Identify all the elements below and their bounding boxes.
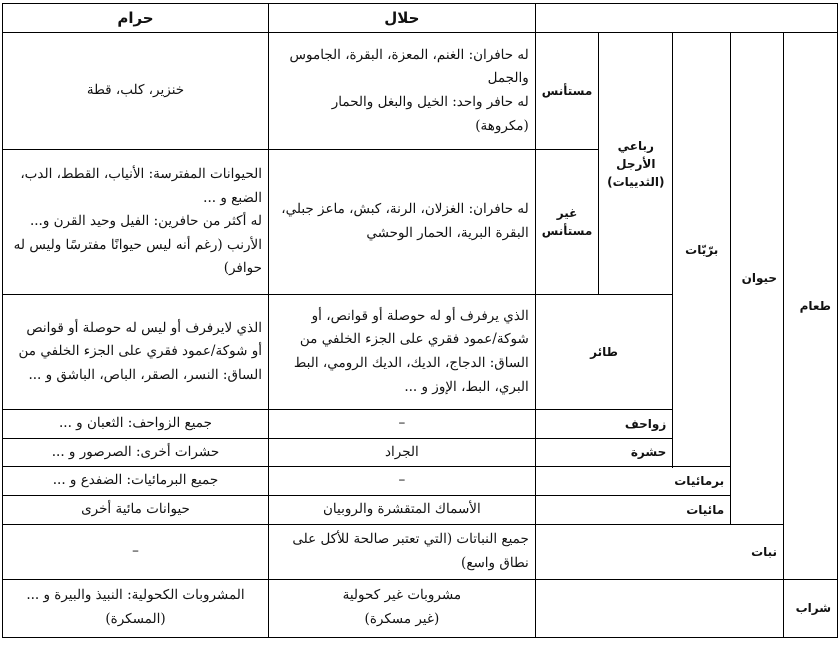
wild-halal-line-1: له حافران: الغزلان، الرنة، كبش، ماعز جبلي، <box>281 201 529 218</box>
category-plant: نبات <box>535 524 783 579</box>
aquatic-haram-cell: حيوانات مائية أخرى <box>3 495 269 524</box>
domestic-halal-line-1: له حافران: الغنم، المعزة، البقرة، الجاموس <box>289 46 529 63</box>
category-wild <box>535 150 599 295</box>
bird-haram-line-3: الساق: النسر، الصقر، الباص، الباشق و ... <box>28 366 262 383</box>
category-land: برّيّات <box>673 33 731 467</box>
reptile-haram-cell: جميع الزواحف: الثعبان و ... <box>3 410 269 439</box>
amphibian-haram-cell: جميع البرمائيات: الضفدع و ... <box>3 467 269 496</box>
row-plant <box>3 524 838 579</box>
row-drink <box>3 579 838 637</box>
drink-haram-cell <box>3 579 269 637</box>
bird-halal-cell <box>268 295 535 410</box>
category-bird: طائر <box>535 295 672 410</box>
wild-line-2: مستأنس <box>541 224 593 238</box>
wild-haram-cell <box>3 150 269 295</box>
domestic-halal-cell <box>268 33 535 150</box>
domestic-haram-cell: خنزير، كلب، قطة <box>3 33 269 150</box>
drink-haram-line-2: (المسكرة) <box>105 611 166 627</box>
drink-halal-line-1: مشروبات غير كحولية <box>342 587 462 604</box>
bird-halal-line-1: الذي يرفرف أو له حوصلة أو قوانص، أو <box>311 307 529 324</box>
quadruped-line-3: (الثدييات) <box>607 174 665 189</box>
plant-halal-cell <box>268 524 535 579</box>
domestic-halal-line-3: له حافر واحد: الخيل والبغل والحمار <box>331 94 529 110</box>
halal-haram-table <box>2 3 838 638</box>
bird-halal-line-4: البري، البط، الإوز و ... <box>404 378 529 395</box>
category-quadruped <box>599 33 673 295</box>
wild-halal-cell <box>268 150 535 295</box>
wild-haram-line-5: حوافر) <box>223 260 262 277</box>
category-reptile: زواحف <box>535 410 672 439</box>
drink-halal-line-2: (غير مسكرة) <box>364 611 440 627</box>
wild-halal-line-2: البقرة البرية، الحمار الوحشي <box>366 225 529 241</box>
bird-haram-line-1: الذي لايرفرف أو ليس له حوصلة أو قوانص <box>26 319 262 336</box>
header-row <box>3 4 838 33</box>
drink-haram-line-1: المشروبات الكحولية: النبيذ والبيرة و ... <box>26 587 245 604</box>
plant-halal-line-1: جميع النباتات (التي تعتبر صالحة للأكل على <box>292 530 529 547</box>
category-aquatic: مائيات <box>535 495 730 524</box>
header-haram: حرام <box>3 4 269 33</box>
header-halal: حلال <box>268 4 535 33</box>
quadruped-line-2: الأرجل <box>616 156 656 171</box>
row-amphibian <box>3 467 838 496</box>
row-domestic <box>3 33 838 150</box>
amphibian-halal-cell: – <box>268 467 535 496</box>
plant-haram-cell: – <box>3 524 269 579</box>
insect-haram-cell: حشرات أخرى: الصرصور و ... <box>3 438 269 467</box>
bird-haram-line-2: أو شوكة/عمود فقري على الجزء الخلفي من <box>18 343 262 360</box>
wild-line-1: غير <box>556 206 578 220</box>
wild-haram-line-1: الحيوانات المفترسة: الأنياب، القطط، الدب، <box>20 165 262 182</box>
plant-halal-line-2: نطاق واسع) <box>461 554 529 571</box>
aquatic-halal-cell: الأسماك المتقشرة والروبيان <box>268 495 535 524</box>
quadruped-line-1: رباعي <box>617 138 654 153</box>
bird-halal-line-2: شوكة/عمود فقري على الجزء الخلفي من <box>299 331 529 348</box>
wild-haram-line-3: له أكثر من حافرين: الفيل وحيد القرن و... <box>29 213 262 230</box>
bird-haram-cell <box>3 295 269 410</box>
category-domestic: مستأنس <box>535 33 599 150</box>
domestic-halal-line-4: (مكروهة) <box>475 117 529 134</box>
row-aquatic <box>3 495 838 524</box>
domestic-halal-line-2: والجمل <box>487 70 529 87</box>
category-drink: شراب <box>784 579 838 637</box>
category-amphibian: برمائيات <box>535 467 730 496</box>
category-food: طعام <box>784 33 838 580</box>
category-insect: حشرة <box>535 438 672 467</box>
insect-halal-cell: الجراد <box>268 438 535 467</box>
header-blank-cell <box>535 4 837 33</box>
bird-halal-line-3: الساق: الدجاج، الديك، الديك الرومي، البط <box>293 355 529 371</box>
drink-halal-cell <box>268 579 535 637</box>
category-animal: حيوان <box>731 33 784 525</box>
wild-haram-line-2: الضبع و ... <box>203 189 262 206</box>
wild-haram-line-4: الأرنب (رغم أنه ليس حيوانًا مفترسًا وليس له <box>13 236 262 253</box>
drink-blank-cell <box>535 579 783 637</box>
reptile-halal-cell: – <box>268 410 535 439</box>
